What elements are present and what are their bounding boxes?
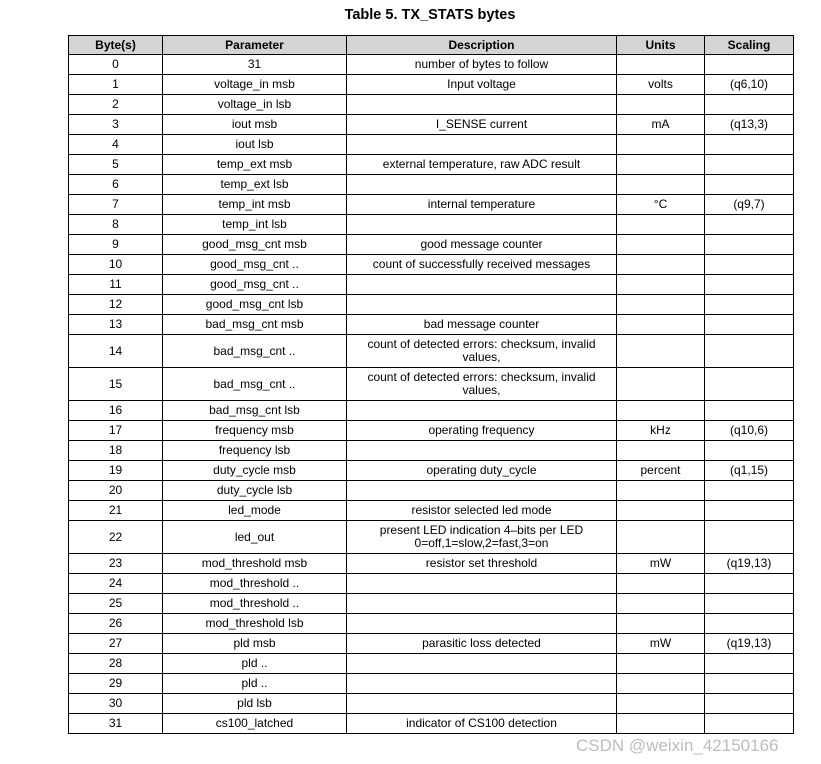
cell-description bbox=[347, 574, 617, 594]
cell-parameter: temp_int msb bbox=[163, 195, 347, 215]
cell-parameter: voltage_in msb bbox=[163, 75, 347, 95]
table-row bbox=[69, 315, 794, 335]
cell-byte: 15 bbox=[69, 368, 163, 401]
cell-byte: 1 bbox=[69, 75, 163, 95]
cell-parameter: voltage_in lsb bbox=[163, 95, 347, 115]
cell-parameter: cs100_latched bbox=[163, 714, 347, 734]
cell-parameter: good_msg_cnt .. bbox=[163, 255, 347, 275]
cell-units bbox=[617, 401, 705, 421]
cell-scaling bbox=[705, 401, 794, 421]
cell-parameter: 31 bbox=[163, 55, 347, 75]
cell-description bbox=[347, 694, 617, 714]
cell-units bbox=[617, 155, 705, 175]
cell-description: count of detected errors: checksum, invalid values, bbox=[347, 335, 617, 368]
cell-scaling: (q10,6) bbox=[705, 421, 794, 441]
cell-units bbox=[617, 694, 705, 714]
cell-units bbox=[617, 295, 705, 315]
table-row bbox=[69, 594, 794, 614]
cell-byte: 26 bbox=[69, 614, 163, 634]
cell-parameter: led_mode bbox=[163, 501, 347, 521]
table-row bbox=[69, 275, 794, 295]
cell-units bbox=[617, 614, 705, 634]
cell-byte: 8 bbox=[69, 215, 163, 235]
cell-byte: 30 bbox=[69, 694, 163, 714]
cell-units: percent bbox=[617, 461, 705, 481]
cell-units: mW bbox=[617, 634, 705, 654]
table-row bbox=[69, 255, 794, 275]
table-row bbox=[69, 481, 794, 501]
cell-units: kHz bbox=[617, 421, 705, 441]
cell-scaling bbox=[705, 135, 794, 155]
cell-units bbox=[617, 55, 705, 75]
cell-description: operating frequency bbox=[347, 421, 617, 441]
cell-byte: 24 bbox=[69, 574, 163, 594]
cell-scaling bbox=[705, 441, 794, 461]
cell-byte: 2 bbox=[69, 95, 163, 115]
cell-parameter: iout lsb bbox=[163, 135, 347, 155]
table-row bbox=[69, 115, 794, 135]
table-row bbox=[69, 368, 794, 401]
cell-scaling bbox=[705, 335, 794, 368]
table-row bbox=[69, 195, 794, 215]
cell-description bbox=[347, 594, 617, 614]
cell-description: bad message counter bbox=[347, 315, 617, 335]
cell-units bbox=[617, 135, 705, 155]
cell-description: resistor selected led mode bbox=[347, 501, 617, 521]
cell-units bbox=[617, 275, 705, 295]
cell-units bbox=[617, 95, 705, 115]
table-row bbox=[69, 215, 794, 235]
cell-parameter: mod_threshold .. bbox=[163, 594, 347, 614]
cell-description: I_SENSE current bbox=[347, 115, 617, 135]
cell-byte: 21 bbox=[69, 501, 163, 521]
cell-description bbox=[347, 441, 617, 461]
cell-description bbox=[347, 401, 617, 421]
cell-description: good message counter bbox=[347, 235, 617, 255]
cell-byte: 11 bbox=[69, 275, 163, 295]
table-row bbox=[69, 421, 794, 441]
table-row bbox=[69, 574, 794, 594]
cell-parameter: duty_cycle lsb bbox=[163, 481, 347, 501]
cell-parameter: pld .. bbox=[163, 674, 347, 694]
cell-description: resistor set threshold bbox=[347, 554, 617, 574]
cell-description bbox=[347, 95, 617, 115]
cell-byte: 19 bbox=[69, 461, 163, 481]
cell-scaling bbox=[705, 521, 794, 554]
cell-parameter: good_msg_cnt msb bbox=[163, 235, 347, 255]
cell-units bbox=[617, 235, 705, 255]
cell-units bbox=[617, 215, 705, 235]
cell-byte: 29 bbox=[69, 674, 163, 694]
cell-parameter: temp_int lsb bbox=[163, 215, 347, 235]
cell-byte: 18 bbox=[69, 441, 163, 461]
column-header-parameter: Parameter bbox=[163, 36, 347, 55]
cell-scaling bbox=[705, 295, 794, 315]
cell-byte: 5 bbox=[69, 155, 163, 175]
column-header-description: Description bbox=[347, 36, 617, 55]
cell-byte: 4 bbox=[69, 135, 163, 155]
cell-scaling bbox=[705, 714, 794, 734]
cell-description bbox=[347, 295, 617, 315]
cell-description bbox=[347, 215, 617, 235]
table-row bbox=[69, 95, 794, 115]
table-title: Table 5. TX_STATS bytes bbox=[344, 7, 516, 23]
cell-parameter: bad_msg_cnt lsb bbox=[163, 401, 347, 421]
cell-scaling bbox=[705, 368, 794, 401]
cell-scaling bbox=[705, 654, 794, 674]
cell-description: parasitic loss detected bbox=[347, 634, 617, 654]
cell-byte: 17 bbox=[69, 421, 163, 441]
table-row bbox=[69, 654, 794, 674]
cell-units: mW bbox=[617, 554, 705, 574]
column-header-units: Units bbox=[617, 36, 705, 55]
cell-scaling bbox=[705, 481, 794, 501]
cell-parameter: temp_ext msb bbox=[163, 155, 347, 175]
cell-scaling bbox=[705, 574, 794, 594]
cell-byte: 3 bbox=[69, 115, 163, 135]
table-row bbox=[69, 501, 794, 521]
table-row bbox=[69, 335, 794, 368]
table-row bbox=[69, 554, 794, 574]
cell-scaling bbox=[705, 614, 794, 634]
cell-units bbox=[617, 175, 705, 195]
cell-description bbox=[347, 481, 617, 501]
cell-units: mA bbox=[617, 115, 705, 135]
cell-parameter: mod_threshold .. bbox=[163, 574, 347, 594]
cell-units bbox=[617, 714, 705, 734]
cell-description bbox=[347, 135, 617, 155]
cell-scaling bbox=[705, 501, 794, 521]
cell-scaling bbox=[705, 674, 794, 694]
cell-scaling bbox=[705, 95, 794, 115]
cell-byte: 20 bbox=[69, 481, 163, 501]
cell-units bbox=[617, 521, 705, 554]
table-row bbox=[69, 461, 794, 481]
cell-scaling bbox=[705, 255, 794, 275]
cell-scaling bbox=[705, 694, 794, 714]
cell-scaling bbox=[705, 155, 794, 175]
cell-scaling bbox=[705, 55, 794, 75]
cell-description bbox=[347, 614, 617, 634]
cell-units bbox=[617, 335, 705, 368]
cell-parameter: mod_threshold lsb bbox=[163, 614, 347, 634]
cell-byte: 31 bbox=[69, 714, 163, 734]
table-body bbox=[69, 55, 794, 734]
cell-byte: 6 bbox=[69, 175, 163, 195]
cell-units bbox=[617, 654, 705, 674]
cell-parameter: good_msg_cnt lsb bbox=[163, 295, 347, 315]
cell-byte: 23 bbox=[69, 554, 163, 574]
cell-parameter: pld .. bbox=[163, 654, 347, 674]
cell-scaling: (q6,10) bbox=[705, 75, 794, 95]
cell-byte: 14 bbox=[69, 335, 163, 368]
cell-description: operating duty_cycle bbox=[347, 461, 617, 481]
cell-description: external temperature, raw ADC result bbox=[347, 155, 617, 175]
cell-description: count of successfully received messages bbox=[347, 255, 617, 275]
cell-scaling bbox=[705, 594, 794, 614]
cell-byte: 0 bbox=[69, 55, 163, 75]
cell-units bbox=[617, 594, 705, 614]
cell-description: internal temperature bbox=[347, 195, 617, 215]
cell-byte: 27 bbox=[69, 634, 163, 654]
cell-description bbox=[347, 275, 617, 295]
cell-scaling: (q9,7) bbox=[705, 195, 794, 215]
cell-parameter: iout msb bbox=[163, 115, 347, 135]
table-row bbox=[69, 75, 794, 95]
cell-parameter: frequency lsb bbox=[163, 441, 347, 461]
cell-parameter: led_out bbox=[163, 521, 347, 554]
table-header-row bbox=[69, 36, 794, 55]
cell-byte: 13 bbox=[69, 315, 163, 335]
cell-scaling bbox=[705, 315, 794, 335]
cell-byte: 16 bbox=[69, 401, 163, 421]
cell-description: Input voltage bbox=[347, 75, 617, 95]
cell-parameter: frequency msb bbox=[163, 421, 347, 441]
cell-parameter: bad_msg_cnt msb bbox=[163, 315, 347, 335]
cell-byte: 12 bbox=[69, 295, 163, 315]
cell-byte: 25 bbox=[69, 594, 163, 614]
cell-units bbox=[617, 315, 705, 335]
cell-scaling bbox=[705, 215, 794, 235]
table-row bbox=[69, 674, 794, 694]
cell-parameter: bad_msg_cnt .. bbox=[163, 368, 347, 401]
cell-parameter: good_msg_cnt .. bbox=[163, 275, 347, 295]
cell-units bbox=[617, 368, 705, 401]
cell-description bbox=[347, 175, 617, 195]
table-row bbox=[69, 614, 794, 634]
cell-description: count of detected errors: checksum, invalid values, bbox=[347, 368, 617, 401]
cell-units bbox=[617, 674, 705, 694]
table-row bbox=[69, 155, 794, 175]
cell-description: number of bytes to follow bbox=[347, 55, 617, 75]
cell-units bbox=[617, 255, 705, 275]
cell-parameter: bad_msg_cnt .. bbox=[163, 335, 347, 368]
cell-units: °C bbox=[617, 195, 705, 215]
table-row bbox=[69, 55, 794, 75]
table-row bbox=[69, 634, 794, 654]
cell-scaling: (q13,3) bbox=[705, 115, 794, 135]
cell-description: indicator of CS100 detection bbox=[347, 714, 617, 734]
cell-parameter: temp_ext lsb bbox=[163, 175, 347, 195]
cell-description bbox=[347, 654, 617, 674]
cell-parameter: duty_cycle msb bbox=[163, 461, 347, 481]
cell-scaling bbox=[705, 235, 794, 255]
cell-scaling bbox=[705, 175, 794, 195]
table-row bbox=[69, 714, 794, 734]
cell-byte: 28 bbox=[69, 654, 163, 674]
table-row bbox=[69, 441, 794, 461]
table-row bbox=[69, 401, 794, 421]
cell-parameter: pld msb bbox=[163, 634, 347, 654]
cell-parameter: pld lsb bbox=[163, 694, 347, 714]
cell-byte: 9 bbox=[69, 235, 163, 255]
table-row bbox=[69, 295, 794, 315]
cell-units: volts bbox=[617, 75, 705, 95]
cell-units bbox=[617, 501, 705, 521]
cell-description bbox=[347, 674, 617, 694]
table-row bbox=[69, 694, 794, 714]
cell-units bbox=[617, 441, 705, 461]
cell-byte: 10 bbox=[69, 255, 163, 275]
tx-stats-table bbox=[68, 35, 794, 734]
cell-units bbox=[617, 574, 705, 594]
cell-scaling bbox=[705, 275, 794, 295]
table-row bbox=[69, 135, 794, 155]
cell-scaling: (q1,15) bbox=[705, 461, 794, 481]
column-header-bytes: Byte(s) bbox=[69, 36, 163, 55]
column-header-scaling: Scaling bbox=[705, 36, 794, 55]
cell-byte: 22 bbox=[69, 521, 163, 554]
cell-parameter: mod_threshold msb bbox=[163, 554, 347, 574]
watermark: CSDN @weixin_42150166 bbox=[576, 736, 779, 755]
cell-description: present LED indication 4–bits per LED 0=off,1=slow,2=fast,3=on bbox=[347, 521, 617, 554]
cell-scaling: (q19,13) bbox=[705, 634, 794, 654]
table-row bbox=[69, 521, 794, 554]
cell-byte: 7 bbox=[69, 195, 163, 215]
table-row bbox=[69, 175, 794, 195]
cell-units bbox=[617, 481, 705, 501]
cell-scaling: (q19,13) bbox=[705, 554, 794, 574]
table-row bbox=[69, 235, 794, 255]
